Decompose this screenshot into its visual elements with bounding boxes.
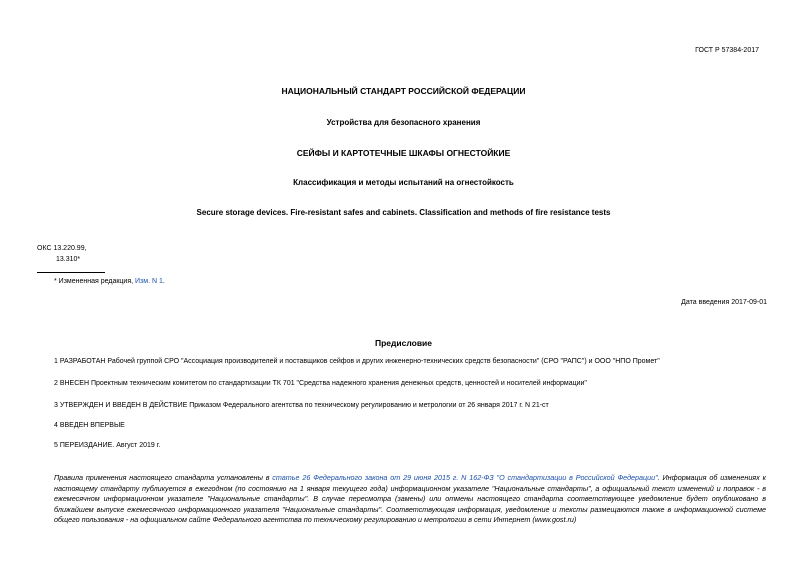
preface-item-2: 2 ВНЕСЕН Проектным техническим комитетом по стандартизации ТК 701 "Средства надежного хранения денежных средств, ценностей и носителей информации" — [54, 380, 587, 387]
document-subtitle: Устройства для безопасного хранения — [326, 118, 481, 127]
national-standard-heading: НАЦИОНАЛЬНЫЙ СТАНДАРТ РОССИЙСКОЙ ФЕДЕРАЦИИ — [281, 86, 526, 96]
preface-item-3: 3 УТВЕРЖДЕН И ВВЕДЕН В ДЕЙСТВИЕ Приказом Федерального агентства по техническому регулированию и метрологии от 26 января 2017 г. N 21-ст — [54, 402, 549, 409]
introduction-date: Дата введения 2017-09-01 — [681, 299, 767, 306]
footnote-prefix: * Измененная редакция, — [54, 278, 136, 285]
english-title: Secure storage devices. Fire-resistant safes and cabinets. Classification and methods of fire resistance tests — [196, 208, 611, 217]
preface-heading: Предисловие — [374, 338, 433, 348]
footnote — [54, 278, 165, 285]
document-subtitle-classification: Классификация и методы испытаний на огнестойкость — [293, 178, 514, 187]
document-number: ГОСТ Р 57384-2017 — [695, 47, 759, 54]
federal-law-link[interactable]: статье 26 Федерального закона от 29 июня 2015 г. N 162-ФЗ "О стандартизации в Российской Федерации" — [272, 473, 658, 482]
amendment-link[interactable]: Изм. N 1 — [135, 278, 163, 285]
preface-item-5: 5 ПЕРЕИЗДАНИЕ. Август 2019 г. — [54, 442, 161, 449]
preface-item-1: 1 РАЗРАБОТАН Рабочей группой СРО "Ассоциация производителей и поставщиков сейфов и других инженерно-технических средств безопасности" (СРО "РАПС") и ООО "НПО Промет" — [54, 358, 660, 365]
application-rules-paragraph — [54, 473, 766, 526]
preface-item-4: 4 ВВЕДЕН ВПЕРВЫЕ — [54, 422, 125, 429]
rules-text-after: . Информация об изменениях к настоящему стандарту публикуется в ежегодном (по состоянию на 1 января текущего года) информационном указателе "Национальные стандарты", а официальный текст изменений и поправок - в ежемесячном информационном указателе "Национальные стандарты". В случае пересмотра (замены) или отмены настоящего стандарта соответствующее уведомление будет опубликовано в ближайшем выпуске ежемесячного информационного указателя "Национальные стандарты". Соответствующая информация, уведомление и тексты размещаются также в информационной системе общего пользования - на официальном сайте Федерального агентства по техническому регулированию и метрологии в сети Интернет (www.gost.ru) — [54, 473, 766, 524]
footnote-divider — [37, 272, 105, 273]
oks-code-line1: ОКС 13.220.99, — [37, 245, 87, 252]
footnote-suffix: . — [162, 278, 165, 285]
oks-code-line2: 13.310* — [56, 256, 81, 263]
rules-text-before: Правила применения настоящего стандарта установлены в — [54, 473, 273, 482]
document-title: СЕЙФЫ И КАРТОТЕЧНЫЕ ШКАФЫ ОГНЕСТОЙКИЕ — [296, 148, 511, 158]
